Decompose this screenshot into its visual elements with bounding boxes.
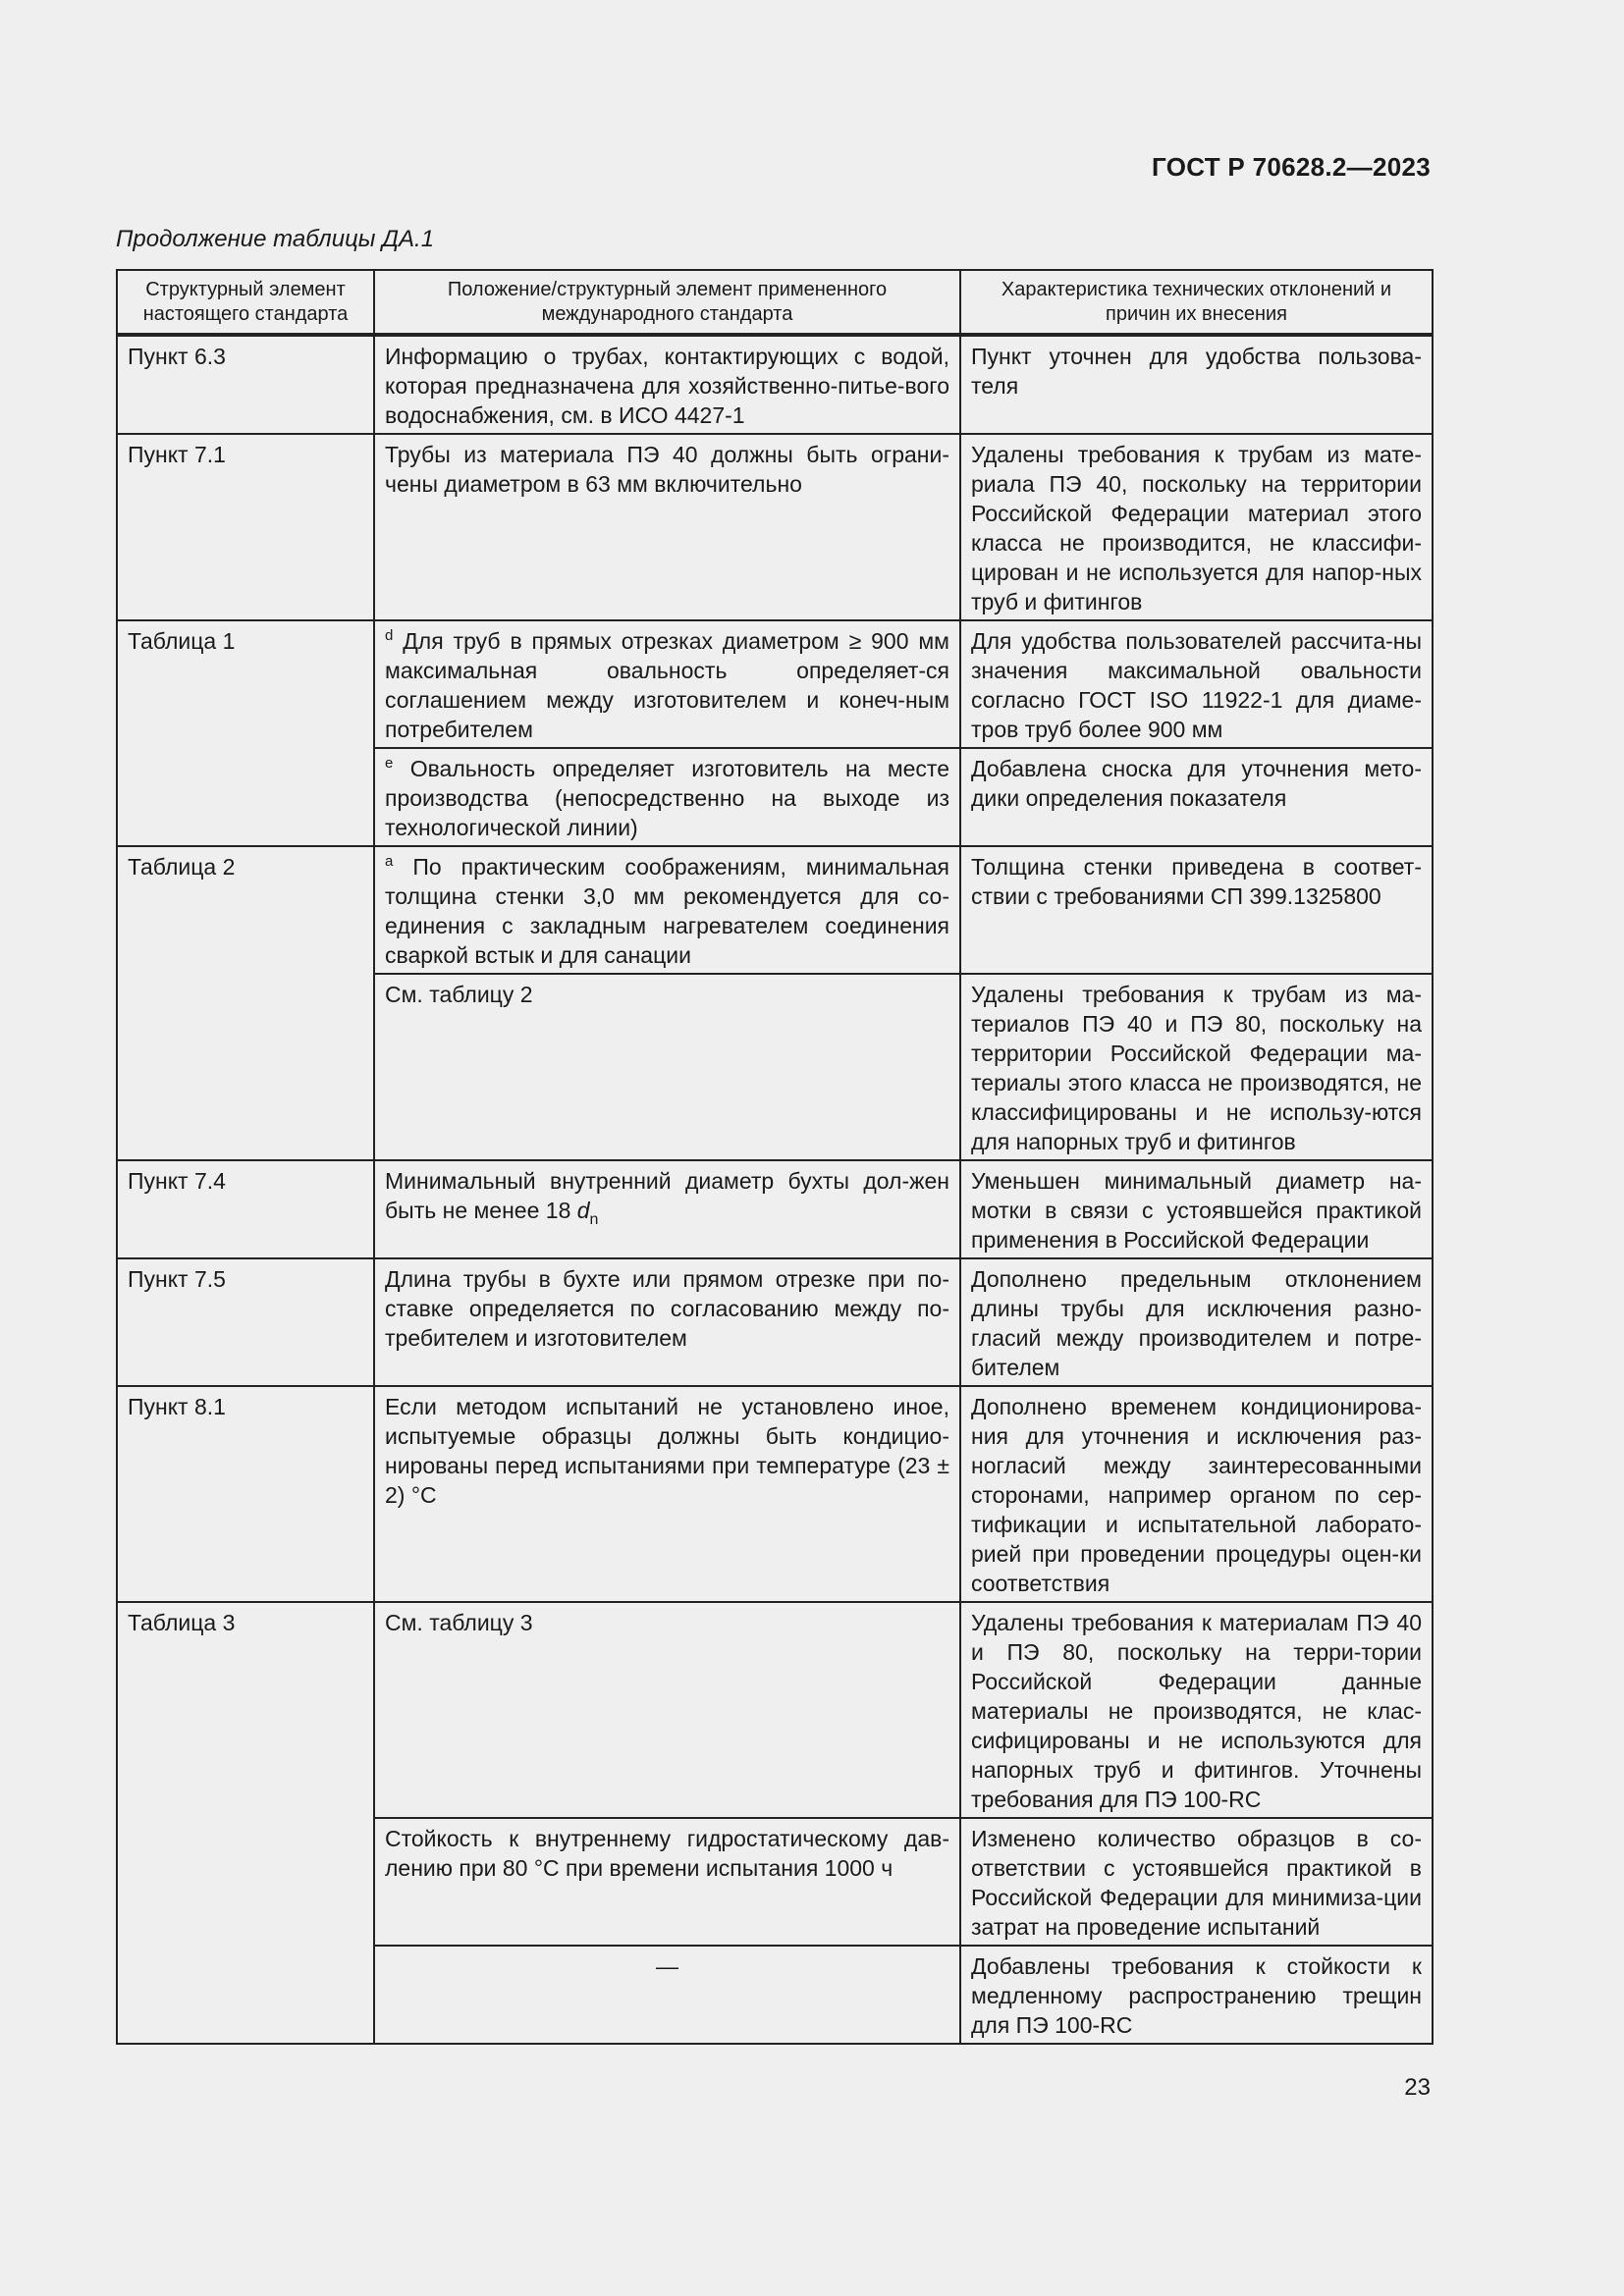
provision-text: Минимальный внутренний диаметр бухты дол-жен быть не менее 18 [385,1168,949,1223]
clause-cell: Пункт 7.1 [117,434,374,620]
table-row [117,1386,1433,1602]
provision-cell: Информацию о трубах, контактирующих с водой, которая предназначена для хозяйственно-питье-вого водоснабжения, см. в ИСО 4427-1 [374,335,960,434]
deviation-cell: Толщина стенки приведена в соответ-ствии с требованиями СП 399.1325800 [960,846,1433,974]
provision-text: Для труб в прямых отрезках диаметром ≥ 900 мм максимальная овальность определяет-ся соглашением между изготовителем и конеч-ным потребителем [385,628,949,742]
clause-cell: Пункт 6.3 [117,335,374,434]
table-row [117,335,1433,434]
deviation-cell: Дополнено предельным отклонением длины трубы для исключения разно-гласий между производителем и потре-бителем [960,1258,1433,1386]
deviation-cell: Изменено количество образцов в со-ответствии с устоявшейся практикой в Российской Федерации для минимиза-ции затрат на проведение испытаний [960,1818,1433,1946]
table-row [117,434,1433,620]
column-header-provision: Положение/структурный элемент примененного международного стандарта [374,270,960,335]
deviation-cell: Удалены требования к трубам из мате-риала ПЭ 40, поскольку на территории Российской Федерации материал этого класса не производится, не классифи-цирован и не используется для напор-ных труб и фитингов [960,434,1433,620]
footnote-marker: e [385,755,394,772]
table-header-row [117,270,1433,335]
deviation-cell: Для удобства пользователей рассчита-ны значения максимальной овальности согласно ГОСТ ISO 11922-1 для диаме-тров труб более 900 мм [960,620,1433,748]
deviation-cell: Добавлена сноска для уточнения мето-дики определения показателя [960,748,1433,846]
provision-cell: См. таблицу 2 [374,974,960,1160]
table-row [117,620,1433,748]
diameter-subscript: n [589,1211,599,1228]
column-header-deviation: Характеристика технических отклонений и причин их внесения [960,270,1433,335]
provision-cell: Стойкость к внутреннему гидростатическому дав-лению при 80 °С при времени испытания 1000 ч [374,1818,960,1946]
table-row [117,1258,1433,1386]
deviation-cell: Пункт уточнен для удобства пользова-теля [960,335,1433,434]
deviations-table [116,269,1434,2045]
clause-cell: Пункт 8.1 [117,1386,374,1602]
deviation-cell: Удалены требования к материалам ПЭ 40 и ПЭ 80, поскольку на терри-тории Российской Федерации данные материалы не производятся, не клас-сифицированы и не используются для напорных труб и фитингов. Уточнены требования для ПЭ 100-RC [960,1602,1433,1818]
provision-cell: Длина трубы в бухте или прямом отрезке при по-ставке определяется по согласованию между по-требителем и изготовителем [374,1258,960,1386]
footnote-marker: d [385,627,394,644]
deviation-cell: Удалены требования к трубам из ма-териалов ПЭ 40 и ПЭ 80, поскольку на территории Российской Федерации ма-териалы этого класса не производятся, не классифицированы и не использу-ются для напорных труб и фитингов [960,974,1433,1160]
provision-cell: Если методом испытаний не установлено иное, испытуемые образцы должны быть кондицио-нированы перед испытаниями при температуре (23 ± 2) °С [374,1386,960,1602]
provision-cell: — [374,1946,960,2044]
provision-text: Овальность определяет изготовитель на месте производства (непосредственно на выходе из технологической линии) [385,756,949,840]
provision-cell: См. таблицу 3 [374,1602,960,1818]
deviation-cell: Дополнено временем кондиционирова-ния для уточнения и исключения раз-ногласий между заинтересованными сторонами, например органом по сер-тификации и испытательной лаборато-рией при проведении процедуры оцен-ки соответствия [960,1386,1433,1602]
clause-cell: Пункт 7.4 [117,1160,374,1258]
clause-cell: Таблица 1 [117,620,374,846]
table-row [117,1160,1433,1258]
clause-cell: Таблица 3 [117,1602,374,2044]
provision-cell [374,1160,960,1258]
page-number: 23 [1404,2074,1431,2101]
provision-cell [374,620,960,748]
provision-cell [374,846,960,974]
provision-cell: Трубы из материала ПЭ 40 должны быть ограни-чены диаметром в 63 мм включительно [374,434,960,620]
table-row [117,846,1433,974]
table-caption: Продолжение таблицы ДА.1 [116,226,435,252]
table-row [117,1602,1433,1818]
footnote-marker: a [385,853,394,870]
provision-text: По практическим соображениям, минимальная толщина стенки 3,0 мм рекомендуется для со-единения с закладным нагревателем соединения сваркой встык и для санации [385,854,949,968]
column-header-clause: Структурный элемент настоящего стандарта [117,270,374,335]
deviation-cell: Уменьшен минимальный диаметр на-мотки в связи с устоявшейся практикой применения в Российской Федерации [960,1160,1433,1258]
clause-cell: Таблица 2 [117,846,374,1160]
diameter-variable: d [576,1198,590,1223]
document-code: ГОСТ Р 70628.2—2023 [1152,152,1431,182]
provision-cell [374,748,960,846]
clause-cell: Пункт 7.5 [117,1258,374,1386]
deviation-cell: Добавлены требования к стойкости к медленному распространению трещин для ПЭ 100-RC [960,1946,1433,2044]
